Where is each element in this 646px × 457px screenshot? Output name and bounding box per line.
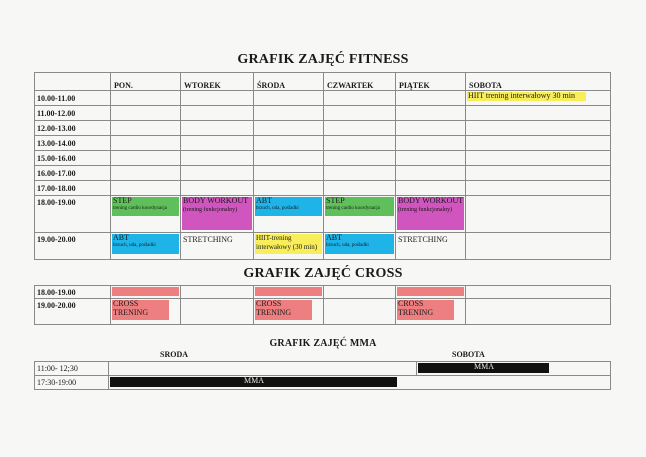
- time-label: 17.00-18.00: [35, 181, 111, 196]
- day-header-fri: PIĄTEK: [396, 73, 466, 91]
- mma-day-sat: SOBOTA: [452, 350, 485, 359]
- cross-schedule-table: [34, 285, 611, 325]
- time-label: 18.00-19.00: [35, 196, 111, 233]
- hiit-class-wed: HIIT-trening interwałowy (30 min): [255, 234, 322, 254]
- abt-class-mon: ABT brzuch, uda, pośladki: [112, 234, 179, 254]
- table-row: [35, 376, 611, 390]
- cross-slot-mon: [112, 287, 179, 296]
- mma-day-wed: SRODA: [160, 350, 189, 359]
- time-label: 19.00-20.00: [35, 233, 111, 260]
- time-label: 15.00-16.00: [35, 151, 111, 166]
- table-row: [35, 121, 611, 136]
- abt-class-thu: ABT brzuch, uda, pośladki: [325, 234, 394, 254]
- body-workout-class-tue: BODY WORKOUT (trening funkcjonalny): [182, 197, 252, 230]
- table-row: [35, 106, 611, 121]
- mma-class-wed: MMA: [110, 377, 397, 387]
- mma-title: GRAFIK ZAJĘĆ MMA: [269, 338, 377, 349]
- cross-slot-wed: [255, 287, 322, 296]
- cross-trening-fri: CROSS TRENING: [397, 300, 454, 320]
- stretching-class-tue: STRETCHING: [183, 235, 233, 244]
- cross-trening-mon: CROSS TRENING: [112, 300, 169, 320]
- time-label: 18.00-19.00: [35, 286, 111, 299]
- table-row: [35, 286, 611, 299]
- table-row: [35, 151, 611, 166]
- body-workout-class-fri: BODY WORKOUT (trening funkcjonalny): [397, 197, 464, 230]
- table-row: [35, 136, 611, 151]
- step-class-thu: STEP trening cardio koordynacja: [325, 197, 394, 216]
- fitness-header-row: [35, 73, 611, 91]
- step-class-mon: STEP trening cardio koordynacja: [112, 197, 179, 216]
- day-header-mon: PON.: [111, 73, 181, 91]
- fitness-title: GRAFIK ZAJĘĆ FITNESS: [237, 52, 409, 67]
- mma-schedule-table: [34, 361, 611, 390]
- table-row: [35, 299, 611, 325]
- cross-title: GRAFIK ZAJĘĆ CROSS: [243, 266, 403, 281]
- table-row: [35, 196, 611, 233]
- abt-class-wed: ABT brzuch, uda, pośladki: [255, 197, 322, 216]
- day-header-thu: CZWARTEK: [324, 73, 396, 91]
- mma-class-sat: MMA: [418, 363, 549, 373]
- time-label: 11.00-12.00: [35, 106, 111, 121]
- table-row: [35, 362, 611, 376]
- time-label: 13.00-14.00: [35, 136, 111, 151]
- time-label: 16.00-17.00: [35, 166, 111, 181]
- time-label: 19.00-20.00: [35, 299, 111, 325]
- time-label: 11:00- 12;30: [35, 362, 109, 376]
- fitness-schedule-table: [34, 72, 611, 260]
- cross-trening-wed: CROSS TRENING: [255, 300, 312, 320]
- cross-slot-fri: [397, 287, 464, 296]
- day-header-tue: WTOREK: [181, 73, 254, 91]
- table-row: [35, 91, 611, 106]
- table-row: [35, 166, 611, 181]
- stretching-class-fri: STRETCHING: [398, 235, 448, 244]
- time-label: 17:30-19:00: [35, 376, 109, 390]
- time-label: 10.00-11.00: [35, 91, 111, 106]
- time-label: 12.00-13.00: [35, 121, 111, 136]
- day-header-wed: ŚRODA: [254, 73, 324, 91]
- day-header-sat: SOBOTA: [466, 73, 611, 91]
- table-row: [35, 233, 611, 260]
- table-row: [35, 181, 611, 196]
- corner-cell: [35, 73, 111, 91]
- hiit-saturday-class: HIIT trening interwałowy 30 min: [467, 92, 586, 101]
